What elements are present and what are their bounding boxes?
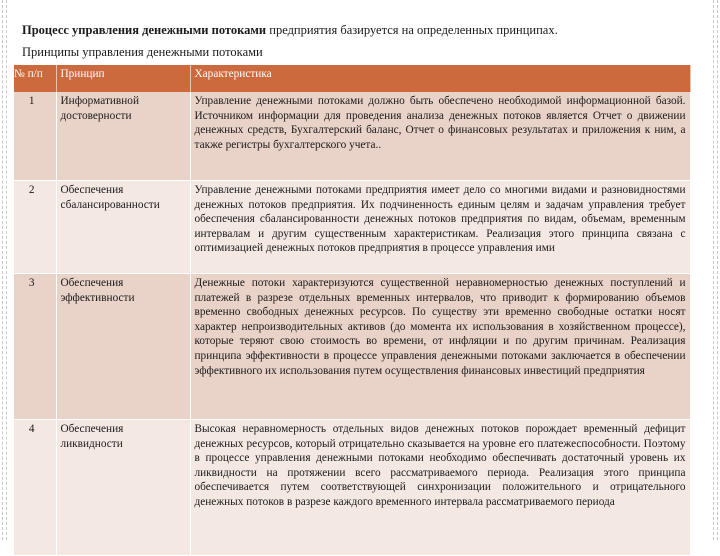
row-number: 4 — [14, 420, 56, 556]
table-row — [14, 92, 690, 181]
row-number: 2 — [14, 181, 56, 274]
row-description: Высокая неравномерность отдельных видов денежных потоков порождает временный дефицит денежных ресурсов, который отрицательно сказывается на уровне его платежеспособности. Поэтому в процессе управления денежными потоками необходимо обеспечивать достаточный уровень их ликвидности на протяжении всего рассматриваемого периода. Реализация этого принципа обеспечивается путем соответствующей синхронизации положительного и отрицательного денежных потоков в разрезе каждого временного интервала рассматриваемого периода — [190, 420, 690, 556]
frame-line-left-outer — [2, 0, 3, 540]
table-header-row — [14, 65, 690, 92]
intro-rest: предприятия базируется на определенных принципах. — [266, 23, 558, 37]
row-principle: Обеспечения ликвидности — [56, 420, 190, 556]
frame-line-left-inner — [6, 0, 7, 540]
intro-bold: Процесс управления денежными потоками — [22, 23, 267, 37]
row-principle: Информативной достоверности — [56, 92, 190, 181]
intro-paragraph — [22, 22, 702, 38]
row-number: 3 — [14, 274, 56, 420]
table-caption: Принципы управления денежными потоками — [22, 45, 263, 59]
row-description: Управление денежными потоками должно быть обеспечено необходимой информационной базой. Источником информации для проведения анализа денежных потоков является Отчет о движении денежных средств, Бухгалтерский баланс, Отчет о финансовых результатах и приложения к ним, а также регистры бухгалтерского учета.. — [190, 92, 690, 181]
table-row — [14, 181, 690, 274]
header-number: № п/п — [14, 65, 56, 92]
row-description: Управление денежными потоками предприятия имеет дело со многими видами и разновидностями денежных потоков предприятия. Их подчиненность единым целям и задачам управления требует обеспечения сбалансированности денежных потоков предприятия по видам, объемам, временным интервалам и другим существенным характеристикам. Реализация этого принципа связана с оптимизацией денежных потоков предприятия в процессе управления ими — [190, 181, 690, 274]
frame-line-right-inner — [713, 0, 714, 540]
frame-line-right-outer — [717, 0, 718, 540]
row-principle: Обеспечения эффективности — [56, 274, 190, 420]
table-row — [14, 274, 690, 420]
header-principle: Принцип — [56, 65, 190, 92]
header-characteristic: Характеристика — [190, 65, 690, 92]
row-description: Денежные потоки характеризуются существенной неравномерностью денежных поступлений и платежей в разрезе отдельных временных интервалов, что приводит к формированию объемов временно свободных денежных ресурсов. По существу эти временно свободные остатки носят характер непроизводительных активов (до момента их использования в хозяйственном процессе), которые теряют свою стоимость во времени, от инфляции и по другим причинам. Реализация принципа эффективности в процессе управления денежными потоками заключается в обеспечении эффективного их использования путем осуществления финансовых инвестиций предприятия — [190, 274, 690, 420]
principles-table — [14, 65, 691, 556]
row-principle: Обеспечения сбалансированности — [56, 181, 190, 274]
row-number: 1 — [14, 92, 56, 181]
table-row — [14, 420, 690, 556]
